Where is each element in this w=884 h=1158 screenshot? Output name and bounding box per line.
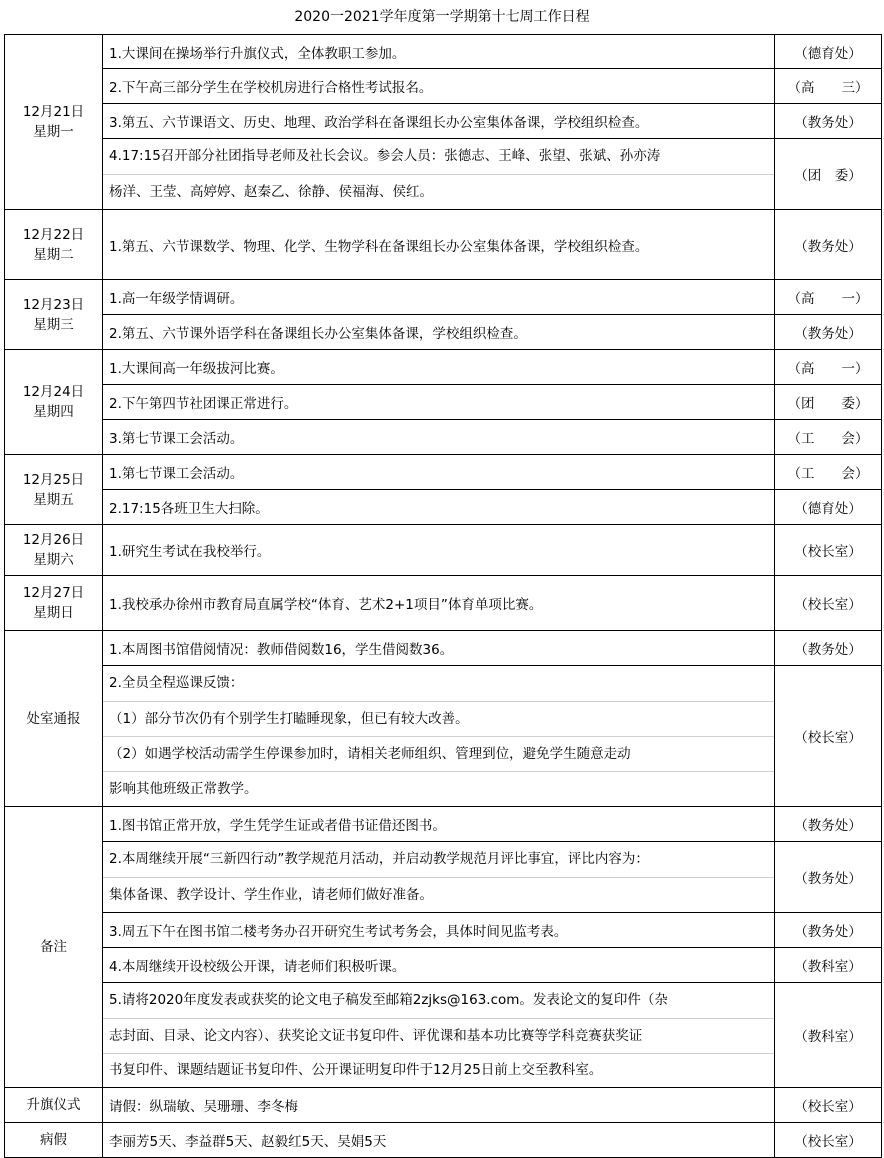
day-date: 12月24日 [22,384,85,400]
item-line: 影响其他班级正常教学。 [103,771,774,806]
department-label: （高 一） [775,280,882,315]
day-cell-tuesday [5,210,103,280]
department-label: （教科室） [775,948,882,983]
department-label: （高 一） [775,350,882,385]
item-line: 书复印件、课题结题证书复印件、公开课证明复印件于12月25日前上交至教科室。 [103,1053,774,1087]
item-line: 志封面、目录、论文内容）、获奖论文证书复印件、评优课和基本功比赛等学科竞赛获奖证 [103,1018,774,1053]
day-date: 12月25日 [22,471,85,488]
day-cell-friday [5,455,103,525]
schedule-item: 3.周五下午在图书馆二楼考务办召开研究生考试考务会，具体时间见监考表。 [103,913,775,948]
department-label: （教务处） [775,104,882,139]
schedule-item [103,842,775,913]
schedule-item: 1.第五、六节课数学、物理、化学、生物学科在备课组长办公室集体备课，学校组织检查。 [103,210,775,280]
schedule-item [103,983,775,1088]
department-label: （校长室） [775,1088,882,1123]
schedule-item: 1.研究生考试在我校举行。 [103,525,775,576]
item-line: （2）如遇学校活动需学生停课参加时，请相关老师组织、管理到位，避免学生随意走动 [103,736,774,771]
schedule-item: 1.大课间在操场举行升旗仪式，全体教职工参加。 [103,35,775,69]
office-notice-label: 处室通报 [5,631,103,807]
department-label: （校长室） [775,525,882,576]
department-label: （校长室） [775,576,882,631]
schedule-item: 1.第七节课工会活动。 [103,455,775,490]
schedule-item: 2.17:15各班卫生大扫除。 [103,490,775,525]
item-line: 2.全员全程巡课反馈： [109,675,244,691]
schedule-item: 2.下午第四节社团课正常进行。 [103,385,775,420]
item-line: （1）部分节次仍有个别学生打瞌睡现象，但已有较大改善。 [103,701,774,736]
item-line: 集体备课、教学设计、学生作业，请老师们做好准备。 [103,877,774,912]
sick-leave-label: 病假 [5,1123,103,1158]
day-cell-saturday [5,525,103,576]
flag-ceremony-label: 升旗仪式 [5,1088,103,1123]
schedule-item: 李丽芳5天、李益群5天、赵毅红5天、吴娟5天 [103,1123,775,1158]
day-weekday: 星期四 [33,404,74,420]
department-label: （德育处） [775,490,882,525]
page-title: 2020一2021学年度第一学期第十七周工作日程 [294,9,590,25]
department-label: （教务处） [775,210,882,280]
day-cell-wednesday [5,280,103,350]
schedule-item [103,139,775,210]
notes-label: 备注 [5,807,103,1088]
item-line: 杨洋、王莹、高婷婷、赵秦乙、徐静、侯福海、侯红。 [103,174,774,209]
schedule-item: 1.本周图书馆借阅情况：教师借阅数16，学生借阅数36。 [103,631,775,666]
day-date: 12月26日 [22,532,85,548]
schedule-table [4,34,882,1158]
day-cell-monday [5,35,103,210]
department-label: （教务处） [775,913,882,948]
item-line: 4.17:15召开部分社团指导老师及社长会议。参会人员：张德志、王峰、张望、张斌、孙亦涛 [109,148,661,164]
department-label: （工 会） [775,455,882,490]
department-label: （德育处） [775,35,882,69]
department-label: （教务处） [775,315,882,350]
schedule-item [103,666,775,807]
day-weekday: 星期二 [33,246,74,263]
day-weekday: 星期三 [33,316,74,333]
day-weekday: 星期六 [33,552,74,568]
schedule-item: 1.我校承办徐州市教育局直属学校“体育、艺术2+1项目”体育单项比赛。 [103,576,775,631]
department-label: （团 委） [775,139,882,210]
schedule-item: 2.第五、六节课外语学科在备课组长办公室集体备课，学校组织检查。 [103,315,775,350]
department-label: （教务处） [775,807,882,842]
department-label: （高 三） [775,69,882,104]
department-label: （教务处） [775,842,882,913]
day-date: 12月21日 [22,104,85,120]
schedule-item: 请假：纵瑞敏、吴珊珊、李冬梅 [103,1088,775,1123]
schedule-item: 3.第七节课工会活动。 [103,420,775,455]
day-weekday: 星期日 [33,605,74,621]
schedule-item: 3.第五、六节课语文、历史、地理、政治学科在备课组长办公室集体备课，学校组织检查。 [103,104,775,139]
schedule-item: 2.下午高三部分学生在学校机房进行合格性考试报名。 [103,69,775,104]
item-line: 5.请将2020年度发表或获奖的论文电子稿发至邮箱2zjks@163.com。发表论文的复印件（杂 [109,992,668,1008]
schedule-item: 1.图书馆正常开放，学生凭学生证或者借书证借还图书。 [103,807,775,842]
day-date: 12月27日 [22,585,85,601]
day-cell-sunday [5,576,103,631]
department-label: （团 委） [775,385,882,420]
department-label: （工 会） [775,420,882,455]
day-weekday: 星期一 [33,124,74,140]
schedule-item: 1.大课间高一年级拔河比赛。 [103,350,775,385]
schedule-item: 1.高一年级学情调研。 [103,280,775,315]
department-label: （校长室） [775,1123,882,1158]
department-label: （校长室） [775,666,882,807]
day-weekday: 星期五 [33,491,74,508]
day-cell-thursday [5,350,103,455]
day-date: 12月22日 [22,226,85,243]
day-date: 12月23日 [22,296,85,313]
department-label: （教科室） [775,983,882,1088]
department-label: （教务处） [775,631,882,666]
item-line: 2.本周继续开展“三新四行动”教学规范月活动，并启动教学规范月评比事宜，评比内容为： [109,851,649,867]
schedule-item: 4.本周继续开设校级公开课，请老师们积极听课。 [103,948,775,983]
